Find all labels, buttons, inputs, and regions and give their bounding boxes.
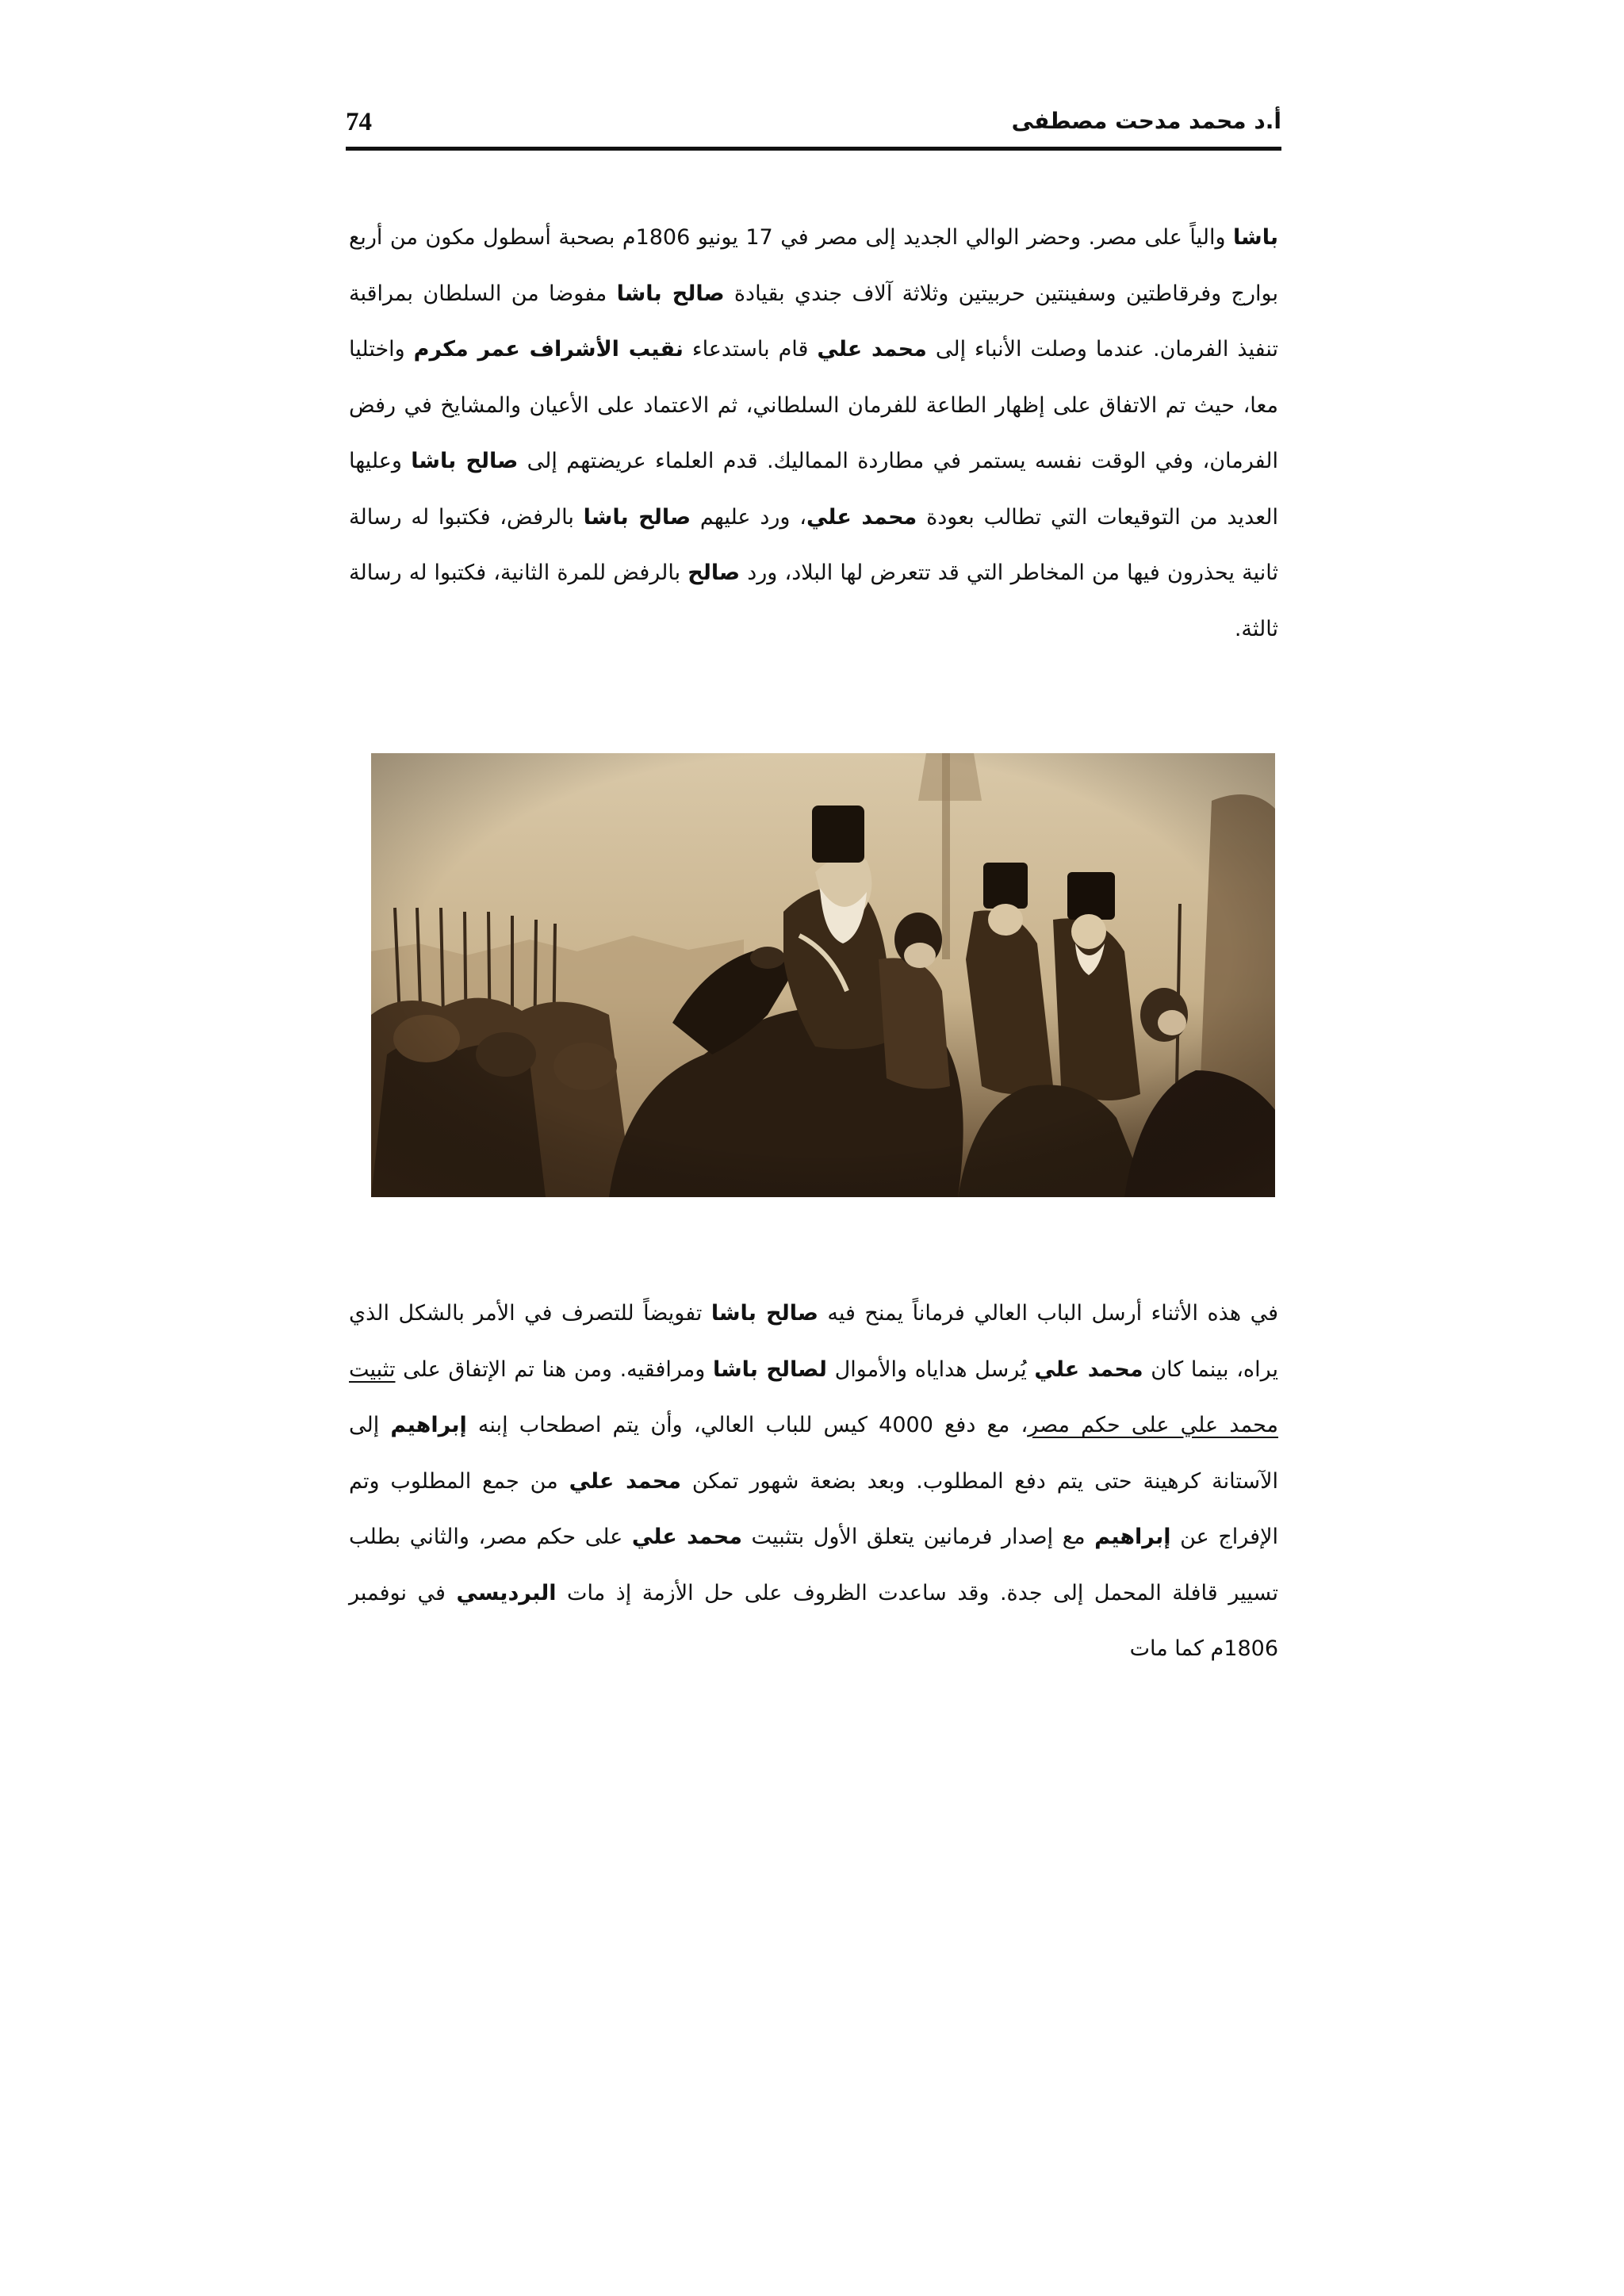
text-run: من جمع المطلوب وتم الإفراج عن — [349, 1468, 1278, 1549]
text-run: تفويضاً للتصرف في الأمر بالشكل الذي يراه، بينما كان — [349, 1301, 1278, 1382]
paragraph-2 — [349, 1286, 1278, 1678]
text-run: يُرسل هداياه والأموال — [826, 1357, 1035, 1382]
historical-engraving-image — [371, 753, 1275, 1197]
bold-text-run: نقيب الأشراف عمر مكرم — [413, 337, 684, 362]
underlined-text-run: تثبيت محمد علي على حكم مصر — [349, 1357, 1278, 1437]
text-run: مفوضا من السلطان بمراقبة تنفيذ الفرمان. عندما وصلت الأنباء إلى — [349, 281, 1278, 362]
bold-text-run: محمد علي — [806, 504, 917, 530]
text-run: مع إصدار فرمانين يتعلق الأول بتثبيت — [741, 1525, 1095, 1549]
bold-text-run: لصالح باشا — [712, 1357, 827, 1382]
bold-text-run: صالح — [688, 561, 741, 585]
bold-text-run: محمد علي — [1034, 1357, 1143, 1382]
bold-text-run: محمد علي — [631, 1525, 742, 1549]
bold-text-run: صالح باشا — [411, 449, 519, 473]
bold-text-run: محمد علي — [817, 337, 927, 362]
text-run: والياً على مصر. وحضر الوالي الجديد إلى مصر في 17 يونيو 1806م بصحبة أسطول مكون من أربع بوارج وفرقاطتين وسفينتين حربيتين وثلاثة آلاف جندي بقيادة — [349, 225, 1278, 306]
paragraph-1 — [349, 210, 1278, 657]
running-head-author: أ.د محمد مدحت مصطفى — [1011, 108, 1281, 134]
text-run: ، ورد عليهم — [691, 504, 806, 530]
text-run: ومرافقيه. ومن هنا تم الإتفاق على — [395, 1357, 713, 1382]
page-number: 74 — [346, 108, 372, 136]
bold-text-run: إبراهيم — [1094, 1525, 1171, 1549]
bold-text-run: صالح باشا — [710, 1301, 818, 1326]
bold-text-run: البرديسي — [456, 1580, 557, 1605]
bold-text-run: صالح باشا — [583, 504, 691, 530]
text-run: بالرفض، فكتبوا له رسالة ثانية يحذرون فيها من المخاطر التي قد تتعرض لها البلاد، ورد — [349, 504, 1278, 585]
bold-text-run: محمد علي — [569, 1468, 681, 1494]
text-run: قام باستدعاء — [683, 337, 818, 362]
bold-text-run: صالح باشا — [616, 281, 725, 306]
header-rule — [346, 147, 1281, 151]
text-run: في هذه الأثناء أرسل الباب العالي فرماناً يمنح فيه — [818, 1301, 1278, 1326]
text-run: بالرفض للمرة الثانية، فكتبوا له رسالة ثالثة. — [349, 561, 1278, 641]
bold-text-run: باشا — [1233, 225, 1278, 250]
text-run: وعليها العديد من التوقيعات التي تطالب بعودة — [349, 449, 1278, 530]
text-run: على حكم مصر، والثاني بطلب تسيير قافلة المحمل إلى جدة. وقد ساعدت الظروف على حل الأزمة إذ مات — [349, 1525, 1279, 1605]
page-header — [346, 103, 1281, 151]
engraving-illustration — [371, 753, 1275, 1197]
bold-text-run: إبراهيم — [390, 1413, 467, 1437]
text-run: ، مع دفع 4000 كيس للباب العالي، وأن يتم اصطحاب إبنه — [466, 1413, 1028, 1437]
text-run: واختليا معا، حيث تم الاتفاق على إظهار الطاعة للفرمان السلطاني، ثم الاعتماد على الأعيان والمشايخ في رفض الفرمان، وفي الوقت نفسه يستمر في مطاردة المماليك. قدم العلماء عريضتهم إلى — [349, 337, 1278, 473]
text-run: في نوفمبر 1806م كما مات — [349, 1580, 1278, 1661]
text-run: إلى الآستانة كرهينة حتى يتم دفع المطلوب. وبعد بضعة شهور تمكن — [349, 1413, 1278, 1494]
